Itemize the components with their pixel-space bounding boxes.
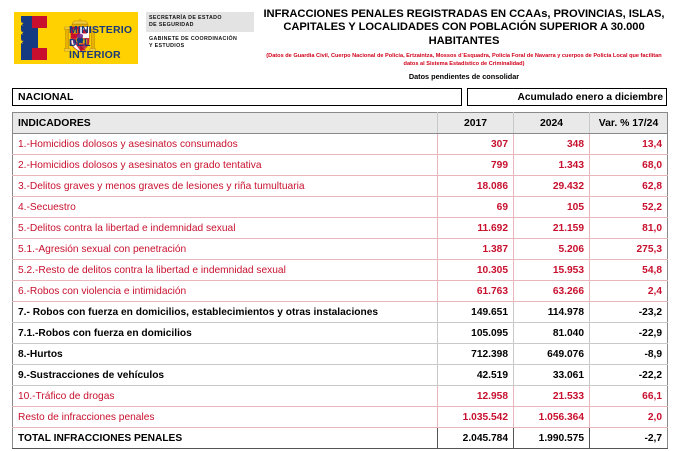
table-row	[13, 176, 668, 197]
cell-2024: 15.953	[514, 260, 590, 281]
indicators-table	[12, 112, 668, 449]
cell-2024: 1.056.364	[514, 407, 590, 428]
cell-indicator: 9.-Sustracciones de vehículos	[13, 365, 438, 386]
cell-2024: 114.978	[514, 302, 590, 323]
ministry-logo	[14, 12, 138, 64]
cell-2024: 81.040	[514, 323, 590, 344]
cell-indicator: 1.-Homicidios dolosos y asesinatos consumados	[13, 134, 438, 155]
cabinet-banner	[146, 32, 254, 49]
cell-2024: 649.076	[514, 344, 590, 365]
source-note: (Datos de Guardia Civil, Cuerpo Nacional de Policía, Ertzaintza, Mossos d´Esquadra, Policía Foral de Navarra y cuerpos de Policía Local que facilitan datos al Sistema Estadístico de Criminalidad)	[266, 53, 662, 67]
banner-row	[0, 88, 680, 108]
cell-indicator: 7.1.-Robos con fuerza en domicilios	[13, 323, 438, 344]
col-header-2017: 2017	[438, 113, 514, 134]
table-row	[13, 302, 668, 323]
cell-2017: 12.958	[438, 386, 514, 407]
cell-2017: 10.305	[438, 260, 514, 281]
cell-indicator: 8.-Hurtos	[13, 344, 438, 365]
table-row	[13, 134, 668, 155]
cell-indicator: 6.-Robos con violencia e intimidación	[13, 281, 438, 302]
cell-indicator: 5.1.-Agresión sexual con penetración	[13, 239, 438, 260]
secretary-of-state-block	[146, 12, 254, 64]
cell-variation: 68,0	[590, 155, 668, 176]
cell-2017: 11.692	[438, 218, 514, 239]
cell-2017: 18.086	[438, 176, 514, 197]
col-header-2024: 2024	[514, 113, 590, 134]
cell-variation: 54,8	[590, 260, 668, 281]
cell-variation: 2,4	[590, 281, 668, 302]
cell-variation: 13,4	[590, 134, 668, 155]
cell-2017: 1.035.542	[438, 407, 514, 428]
cell-indicator: 7.- Robos con fuerza en domicilios, establecimientos y otras instalaciones	[13, 302, 438, 323]
cell-2024: 5.206	[514, 239, 590, 260]
cell-variation: 52,2	[590, 197, 668, 218]
cell-variation: -8,9	[590, 344, 668, 365]
table-row	[13, 239, 668, 260]
cell-2017: 105.095	[438, 323, 514, 344]
stars-icon: ★ ★ ★	[17, 21, 25, 46]
period-banner	[467, 88, 667, 106]
table-row	[13, 365, 668, 386]
cell-variation: 62,8	[590, 176, 668, 197]
cell-2017: 69	[438, 197, 514, 218]
col-header-indicators: INDICADORES	[13, 113, 438, 134]
cell-2017: 2.045.784	[438, 428, 514, 449]
cell-2017: 712.398	[438, 344, 514, 365]
table-row	[13, 344, 668, 365]
cell-variation: -22,9	[590, 323, 668, 344]
cell-indicator: 4.-Secuestro	[13, 197, 438, 218]
table-row	[13, 281, 668, 302]
cabinet-line-2: Y ESTUDIOS	[149, 42, 185, 49]
cell-variation: 275,3	[590, 239, 668, 260]
cell-indicator: 3.-Delitos graves y menos graves de lesiones y riña tumultuaria	[13, 176, 438, 197]
table-row	[13, 218, 668, 239]
cabinet-line-1: GABINETE DE COORDINACIÓN	[149, 36, 238, 42]
period-label: Acumulado enero a diciembre	[517, 91, 663, 103]
table-row	[13, 428, 668, 449]
cell-2024: 1.990.575	[514, 428, 590, 449]
cell-indicator: 10.-Tráfico de drogas	[13, 386, 438, 407]
cell-2017: 42.519	[438, 365, 514, 386]
cell-indicator: 5.-Delitos contra la libertad e indemnidad sexual	[13, 218, 438, 239]
title-block	[256, 8, 672, 81]
cell-2017: 61.763	[438, 281, 514, 302]
cell-2024: 63.266	[514, 281, 590, 302]
pending-note: Datos pendientes de consolidar	[408, 72, 520, 82]
table-row	[13, 260, 668, 281]
cell-variation: 66,1	[590, 386, 668, 407]
scope-label: NACIONAL	[18, 91, 74, 103]
cell-2024: 21.533	[514, 386, 590, 407]
cell-variation: 2,0	[590, 407, 668, 428]
spain-flag-emblem	[14, 12, 138, 64]
table-row	[13, 197, 668, 218]
page-header	[0, 0, 680, 86]
cell-2024: 1.343	[514, 155, 590, 176]
cell-2017: 307	[438, 134, 514, 155]
cell-indicator: Resto de infracciones penales	[13, 407, 438, 428]
secretary-banner	[146, 12, 254, 32]
table-row	[13, 155, 668, 176]
secretary-line-2: DE SEGURIDAD	[149, 21, 194, 28]
cell-variation: -22,2	[590, 365, 668, 386]
cell-variation: -23,2	[590, 302, 668, 323]
cell-indicator: 5.2.-Resto de delitos contra la libertad e indemnidad sexual	[13, 260, 438, 281]
table-row	[13, 386, 668, 407]
secretary-line-1: SECRETARÍA DE ESTADO	[149, 15, 222, 21]
indicators-table-wrap	[12, 112, 667, 449]
table-head	[13, 113, 668, 134]
cell-2024: 105	[514, 197, 590, 218]
ministry-line-1: MINISTERIO	[69, 24, 133, 36]
cell-2017: 149.651	[438, 302, 514, 323]
ministry-wordmark	[69, 24, 138, 62]
ministry-line-2: DEL INTERIOR	[69, 36, 121, 61]
cell-2024: 33.061	[514, 365, 590, 386]
table-row	[13, 323, 668, 344]
table-header-row	[13, 113, 668, 134]
cell-2017: 1.387	[438, 239, 514, 260]
cell-variation: 81,0	[590, 218, 668, 239]
cell-indicator: 2.-Homicidios dolosos y asesinatos en grado tentativa	[13, 155, 438, 176]
page-title: INFRACCIONES PENALES REGISTRADAS EN CCAAs, PROVINCIAS, ISLAS, CAPITALES Y LOCALIDADES CON POBLACIÓN SUPERIOR A 30.000 HABITANTES	[263, 8, 665, 47]
cell-indicator: TOTAL INFRACCIONES PENALES	[13, 428, 438, 449]
table-row	[13, 407, 668, 428]
cell-2024: 29.432	[514, 176, 590, 197]
col-header-variation: Var. % 17/24	[590, 113, 668, 134]
table-body	[13, 134, 668, 449]
cell-variation: -2,7	[590, 428, 668, 449]
scope-banner	[12, 88, 462, 106]
cell-2024: 348	[514, 134, 590, 155]
cell-2017: 799	[438, 155, 514, 176]
cell-2024: 21.159	[514, 218, 590, 239]
